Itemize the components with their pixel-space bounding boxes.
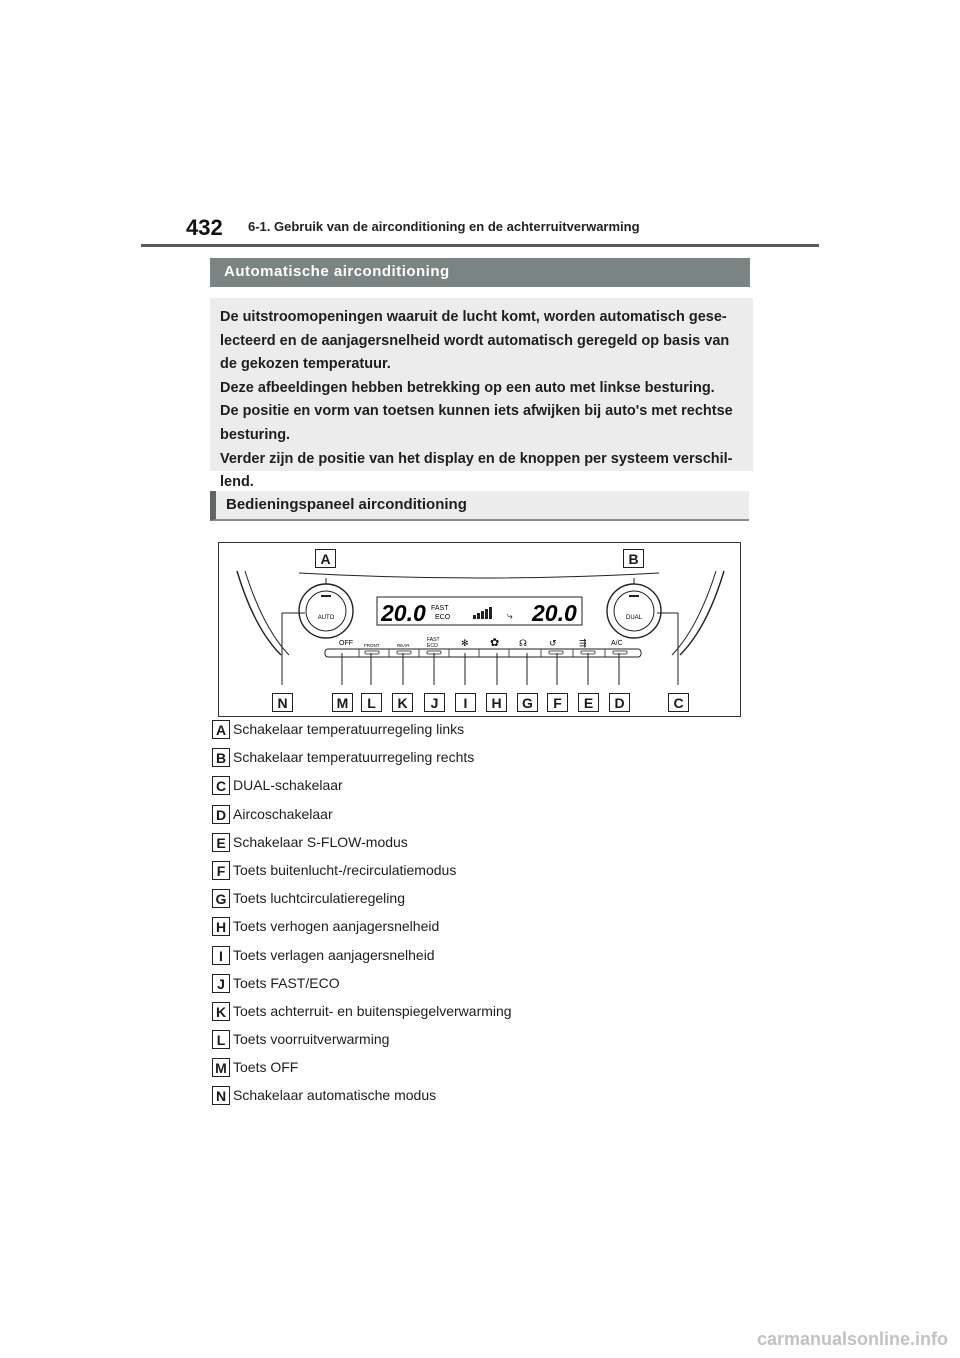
intro-line: de gekozen temperatuur. xyxy=(220,356,391,373)
legend-text: Toets FAST/ECO xyxy=(233,974,340,991)
legend-letter: B xyxy=(212,748,230,767)
legend-text: Schakelaar automatische modus xyxy=(233,1087,437,1104)
fan-bar xyxy=(473,615,476,619)
indicator-light xyxy=(549,651,563,654)
btn-fast-label: FAST xyxy=(427,637,440,643)
legend-text: Toets buitenlucht-/recirculatiemodus xyxy=(233,861,457,878)
intro-line: Deze afbeeldingen hebben betrekking op een auto met linkse besturing. xyxy=(220,379,715,396)
airflow-icon: ⤷ xyxy=(507,611,513,622)
legend-text: Schakelaar S-FLOW-modus xyxy=(233,833,408,850)
auto-label: AUTO xyxy=(317,615,335,621)
display-eco: ECO xyxy=(435,614,451,621)
display-temp-left: 20.0 xyxy=(381,600,426,626)
legend-item xyxy=(212,917,772,945)
legend-text: Schakelaar temperatuurregeling links xyxy=(233,721,465,737)
fan-bar xyxy=(489,607,492,619)
legend-text: DUAL-schakelaar xyxy=(233,777,343,794)
subsection-title: Bedieningspaneel airconditioning xyxy=(210,491,749,521)
legend-item xyxy=(212,889,772,917)
callout-d: D xyxy=(609,693,630,712)
legend-text: Toets verhogen aanjagersnelheid xyxy=(233,918,440,935)
display-fast: FAST xyxy=(431,605,449,612)
running-header: 6-1. Gebruik van de airconditioning en de achterruitverwarming xyxy=(248,219,640,234)
indicator-light xyxy=(365,651,379,654)
fan-bar xyxy=(481,611,484,619)
legend-letter: A xyxy=(212,720,230,739)
legend-text: Toets verlagen aanjagersnelheid xyxy=(233,946,435,963)
legend-letter: I xyxy=(212,946,230,965)
leader-line-c xyxy=(657,613,678,685)
legend-text: Toets luchtcirculatieregeling xyxy=(233,890,405,907)
callout-i: I xyxy=(455,693,476,712)
btn-rear-label: REAR xyxy=(397,643,410,648)
panel-top-edge xyxy=(299,573,659,578)
control-panel-diagram xyxy=(218,542,741,717)
callout-a: A xyxy=(315,549,336,568)
intro-line: besturing. xyxy=(220,426,291,443)
indicator-light xyxy=(613,651,627,654)
intro-line: De uitstroomopeningen waaruit de lucht komt, worden automatisch gese- xyxy=(220,309,727,325)
legend-letter: E xyxy=(212,833,230,852)
dual-label: DUAL xyxy=(625,615,643,621)
indicator-light xyxy=(397,651,411,654)
left-knob-indicator xyxy=(321,595,331,597)
callout-e: E xyxy=(578,693,599,712)
watermark: carmanualsonline.info xyxy=(756,1329,948,1349)
legend-item xyxy=(212,720,772,748)
legend-letter: K xyxy=(212,1002,230,1021)
legend-text: Aircoschakelaar xyxy=(233,805,333,822)
intro-line: De positie en vorm van toetsen kunnen iets afwijken bij auto's met rechtse xyxy=(220,403,733,420)
legend-item xyxy=(212,833,772,861)
legend-item xyxy=(212,1002,772,1030)
fan-low-icon: ✻ xyxy=(461,639,469,649)
btn-ac-label: A/C xyxy=(611,640,623,647)
intro-line: lecteerd en de aanjagersnelheid wordt automatisch geregeld op basis van xyxy=(220,332,730,349)
legend-text: Toets voorruitverwarming xyxy=(233,1031,390,1048)
legend-letter: F xyxy=(212,861,230,880)
dash-curve-right-inner xyxy=(672,571,716,655)
legend-item xyxy=(212,776,772,804)
dash-curve-right xyxy=(680,571,724,655)
intro-box xyxy=(210,298,753,491)
legend-letter: G xyxy=(212,889,230,908)
fan-bar xyxy=(485,609,488,619)
callout-j: J xyxy=(424,693,445,712)
control-panel-illustration xyxy=(219,543,742,718)
legend-letter: J xyxy=(212,974,230,993)
fan-high-icon: ✿ xyxy=(490,636,500,649)
legend-letter: N xyxy=(212,1086,230,1105)
callout-k: K xyxy=(392,693,413,712)
legend-letter: C xyxy=(212,776,230,795)
btn-eco-label: ECO xyxy=(427,643,438,649)
legend-text: Toets OFF xyxy=(233,1059,299,1076)
legend-item xyxy=(212,1086,772,1114)
recirculation-icon: ↺ xyxy=(549,639,557,649)
fan-bar xyxy=(477,613,480,619)
callout-f: F xyxy=(547,693,568,712)
legend-item xyxy=(212,1058,772,1086)
legend-text: Schakelaar temperatuurregeling rechts xyxy=(233,749,475,766)
legend-item xyxy=(212,805,772,833)
legend-item xyxy=(212,974,772,1002)
callout-g: G xyxy=(517,693,538,712)
intro-line: lend. xyxy=(220,474,254,491)
legend-item xyxy=(212,861,772,889)
btn-front-label: FRONT xyxy=(364,643,380,648)
legend-item xyxy=(212,1030,772,1058)
callout-n: N xyxy=(272,693,293,712)
section-title: Automatische airconditioning xyxy=(210,258,750,287)
dash-curve-left xyxy=(237,571,281,655)
callout-m: M xyxy=(332,693,353,712)
sflow-icon: ⇶ xyxy=(579,639,587,649)
legend-text: Toets achterruit- en buitenspiegelverwarming xyxy=(233,1002,512,1019)
legend-letter: L xyxy=(212,1030,230,1049)
legend-letter: D xyxy=(212,805,230,824)
btn-off-label: OFF xyxy=(339,640,353,647)
intro-line: Verder zijn de positie van het display en de knoppen per systeem verschil- xyxy=(220,450,733,467)
callout-l: L xyxy=(361,693,382,712)
legend-item xyxy=(212,946,772,974)
legend-list xyxy=(212,720,772,1115)
header-rule xyxy=(141,244,819,247)
legend-letter: H xyxy=(212,917,230,936)
air-circulation-icon: ☊ xyxy=(519,639,527,649)
callout-c: C xyxy=(668,693,689,712)
page-number: 432 xyxy=(186,215,223,240)
legend-letter: M xyxy=(212,1058,230,1077)
display-temp-right: 20.0 xyxy=(532,600,577,626)
right-knob-indicator xyxy=(629,595,639,597)
legend-item xyxy=(212,748,772,776)
callout-h: H xyxy=(486,693,507,712)
callout-b: B xyxy=(623,549,644,568)
